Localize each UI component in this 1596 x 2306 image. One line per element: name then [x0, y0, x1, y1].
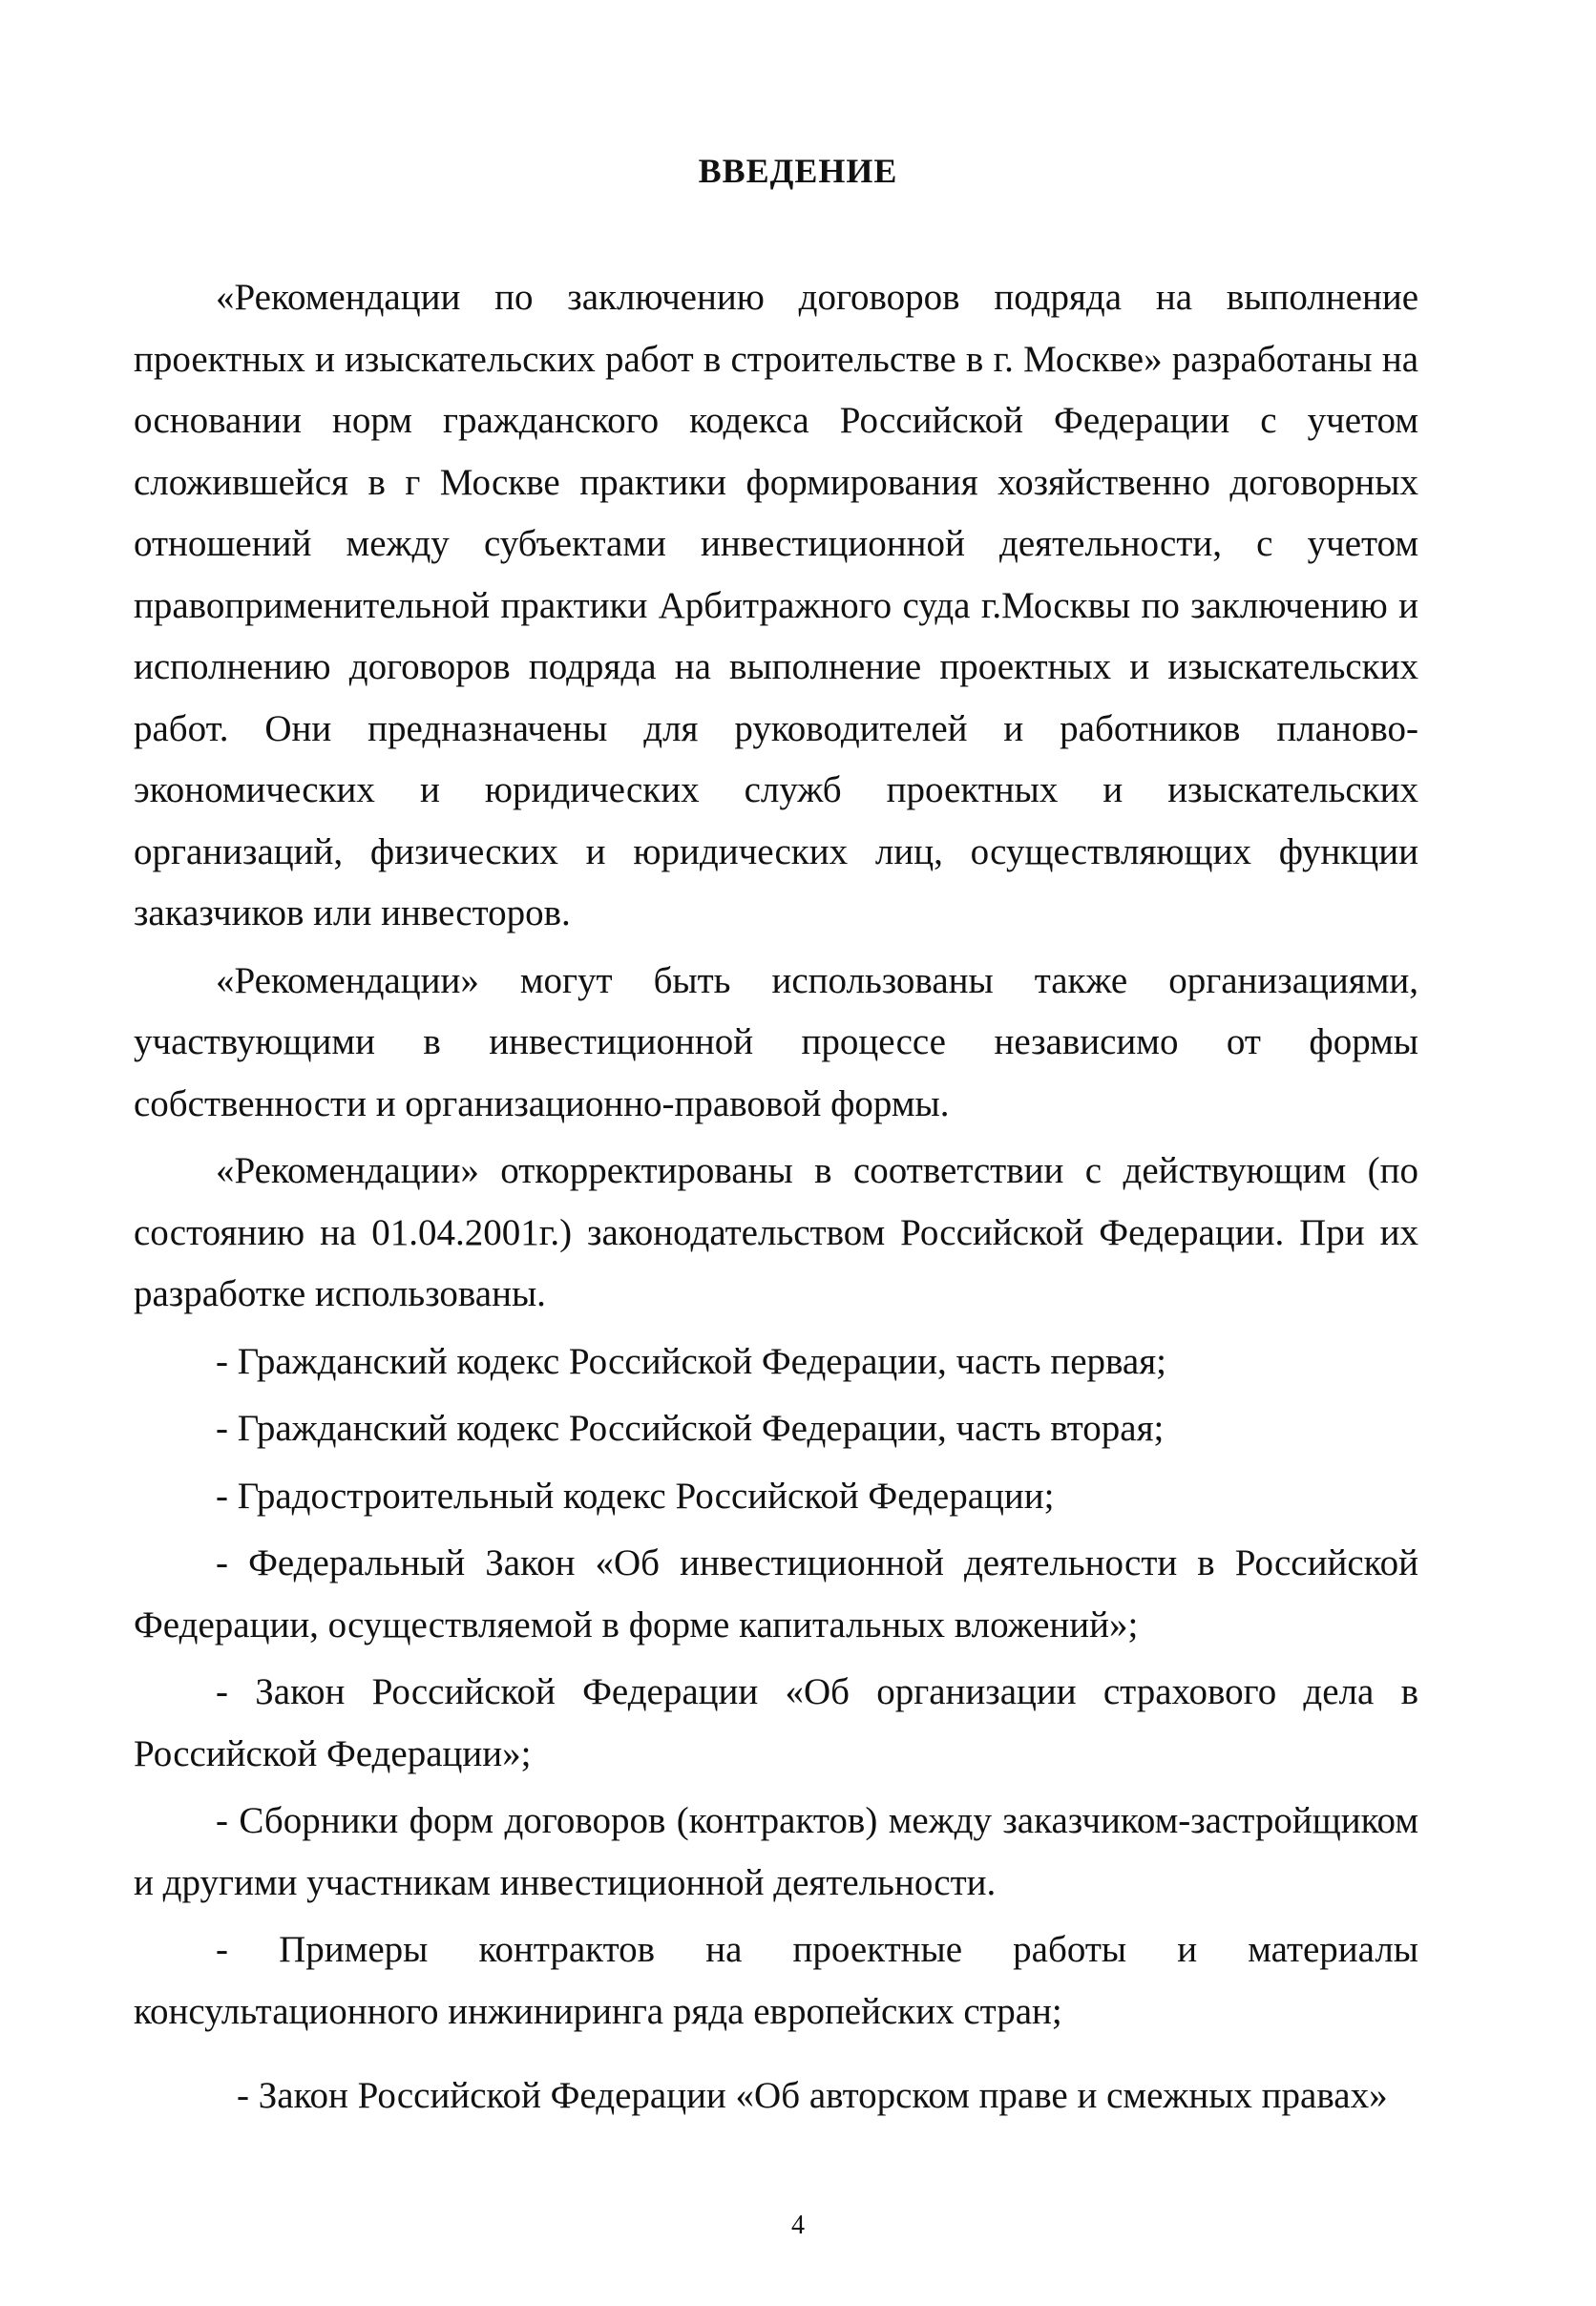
document-body — [134, 267, 1418, 2142]
page-title: ВВЕДЕНИЕ — [698, 152, 898, 190]
page-number: 4 — [791, 2211, 805, 2240]
list-item: - Закон Российской Федерации «Об авторском праве и смежных правах» — [237, 2075, 1388, 2116]
list-item: - Градостроительный кодекс Российской Федерации; — [216, 1475, 1055, 1517]
list-item: - Сборники форм договоров (контрактов) между заказчиком-застройщиком и другими участникам инвестиционной деятельности. — [134, 1800, 1418, 1903]
list-item: - Примеры контрактов на проектные работы и материалы консультационного инжиниринга ряда европейских стран; — [134, 1929, 1418, 2032]
intro-paragraph-2: «Рекомендации» могут быть использованы также организациями, участвующими в инвестиционной процессе независимо от формы собственности и организационно-правовой формы. — [134, 959, 1418, 1124]
list-item: - Гражданский кодекс Российской Федерации, часть первая; — [216, 1340, 1167, 1382]
list-item: - Гражданский кодекс Российской Федерации, часть вторая; — [216, 1408, 1165, 1449]
list-item: - Федеральный Закон «Об инвестиционной деятельности в Российской Федерации, осуществляемой в форме капитальных вложений»; — [134, 1542, 1418, 1646]
intro-paragraph-3: «Рекомендации» откорректированы в соответствии с действующим (по состоянию на 01.04.2001г.) законодательством Российской Федерации. При их разработке использованы. — [134, 1150, 1418, 1314]
sources-list — [134, 1331, 1418, 2137]
intro-paragraph-1: «Рекомендации по заключению договоров подряда на выполнение проектных и изыскательских работ в строительстве в г. Москве» разработаны на основании норм гражданского кодекса Российской Федерации с учетом сложившейся в г Москве практики формирования хозяйственно договорных отношений между субъектами инвестиционной деятельности, с учетом правоприменительной практики Арбитражного суда г.Москвы по заключению и исполнению договоров подряда на выполнение проектных и изыскательских работ. Они предназначены для руководителей и работников планово-экономических и юридических служб проектных и изыскательских организаций, физических и юридических лиц, осуществляющих функции заказчиков или инвесторов. — [134, 277, 1418, 933]
list-item: - Закон Российской Федерации «Об организации страхового дела в Российской Федерации»; — [134, 1671, 1418, 1774]
